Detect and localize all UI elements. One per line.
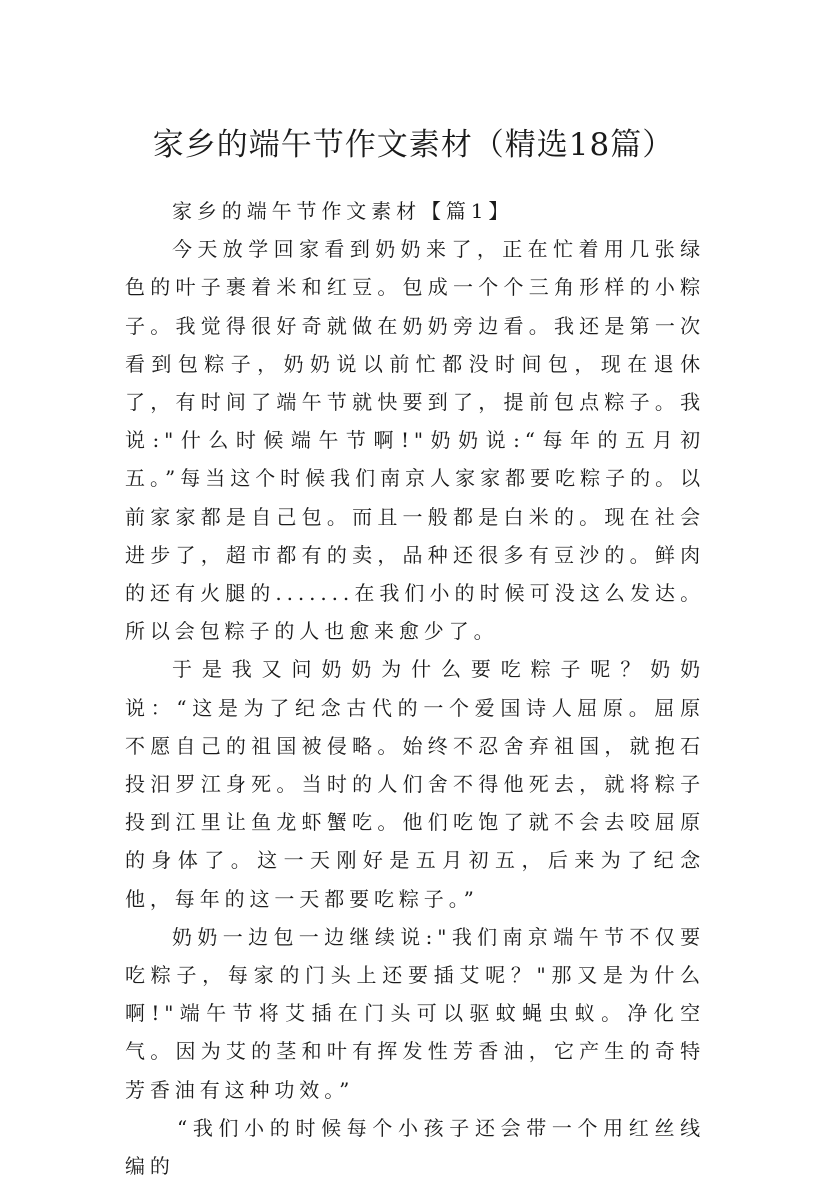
paragraph: 奶奶一边包一边继续说:"我们南京端午节不仅要吃粽子，每家的门头上还要插艾呢？"那又是为什么啊!"端午节将艾插在门头可以驱蚊蝇虫蚁。净化空气。因为艾的茎和叶有挥发性芳香油，它产生的奇特芳香油有这种功效。” [125,924,705,1102]
paragraph: 今天放学回家看到奶奶来了，正在忙着用几张绿色的叶子裹着米和红豆。包成一个个三角形样的小粽子。我觉得很好奇就做在奶奶旁边看。我还是第一次看到包粽子，奶奶说以前忙都没时间包，现在退休了，有时间了端午节就快要到了，提前包点粽子。我说:"什么时候端午节啊!"奶奶说:“每年的五月初五。”每当这个时候我们南京人家家都要吃粽子的。以前家家都是自己包。而且一般都是白米的。现在社会进步了，超市都有的卖，品种还很多有豆沙的。鲜肉的还有火腿的.......在我们小的时候可没这么发达。所以会包粽子的人也愈来愈少了。 [125,237,705,644]
paragraph: 于是我又问奶奶为什么要吃粽子呢？奶奶说：“这是为了纪念古代的一个爱国诗人屈原。屈原不愿自己的祖国被侵略。始终不忍舍弃祖国，就抱石投汨罗江身死。当时的人们舍不得他死去，就将粽子投到江里让鱼龙虾蟹吃。他们吃饱了就不会去咬屈原的身体了。这一天刚好是五月初五，后来为了纪念他，每年的这一天都要吃粽子。” [125,657,705,911]
document-title: 家乡的端午节作文素材（精选18篇） [152,126,675,163]
document-body [125,192,705,1185]
paragraph: “我们小的时候每个小孩子还会带一个用红丝线编的 [125,1115,705,1179]
section-heading: 家乡的端午节作文素材【篇1】 [172,199,514,223]
